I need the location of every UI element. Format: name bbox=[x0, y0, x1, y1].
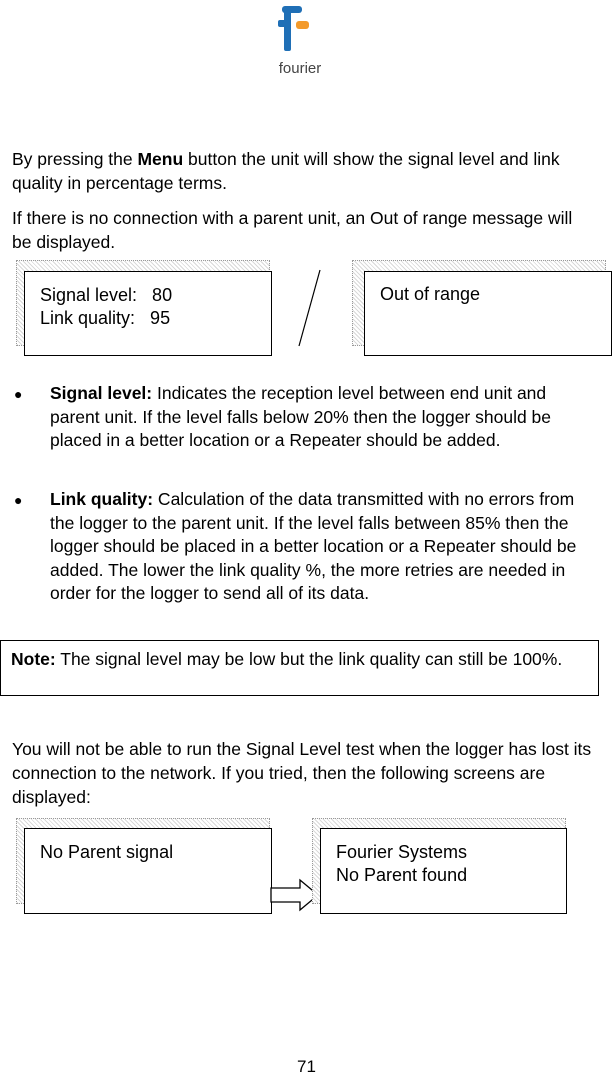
out-of-range-screen: Out of range bbox=[364, 271, 612, 356]
page-number: 71 bbox=[297, 1057, 316, 1076]
no-parent-signal-screen: No Parent signal bbox=[24, 828, 272, 914]
paragraph-no-connection: You will not be able to run the Signal Level test when the logger has lost its connection to the network. If you tried, then the following screens are displayed: bbox=[12, 739, 592, 807]
signal-level-screen: Signal level: 80 Link quality: 95 bbox=[24, 271, 272, 356]
bullet-dot: ● bbox=[14, 386, 23, 402]
bullet-link-quality: Link quality: Calculation of the data transmitted with no errors from the logger to the parent unit. If the level falls between 85% then the logger should be placed in a better location or a Repeater should be added. The lower the link quality %, the more retries are needed in order for the logger to send all of its data. bbox=[50, 489, 577, 603]
bullet-dot: ● bbox=[14, 492, 23, 508]
logo-text: fourier bbox=[278, 60, 322, 77]
intro-paragraph-2: If there is no connection with a parent unit, an Out of range message will be displayed. bbox=[12, 208, 573, 252]
no-parent-found-screen: Fourier Systems No Parent found bbox=[320, 828, 567, 914]
bullet-signal-level: Signal level: Indicates the reception level between end unit and parent unit. If the level falls below 20% then the logger should be placed in a better location or a Repeater should be added. bbox=[50, 383, 552, 450]
or-slash-divider bbox=[296, 268, 324, 348]
note-box: Note: The signal level may be low but the link quality can still be 100%. bbox=[0, 640, 599, 696]
intro-paragraph-1: By pressing the Menu button the unit will show the signal level and link quality in percentage terms. bbox=[12, 149, 560, 193]
